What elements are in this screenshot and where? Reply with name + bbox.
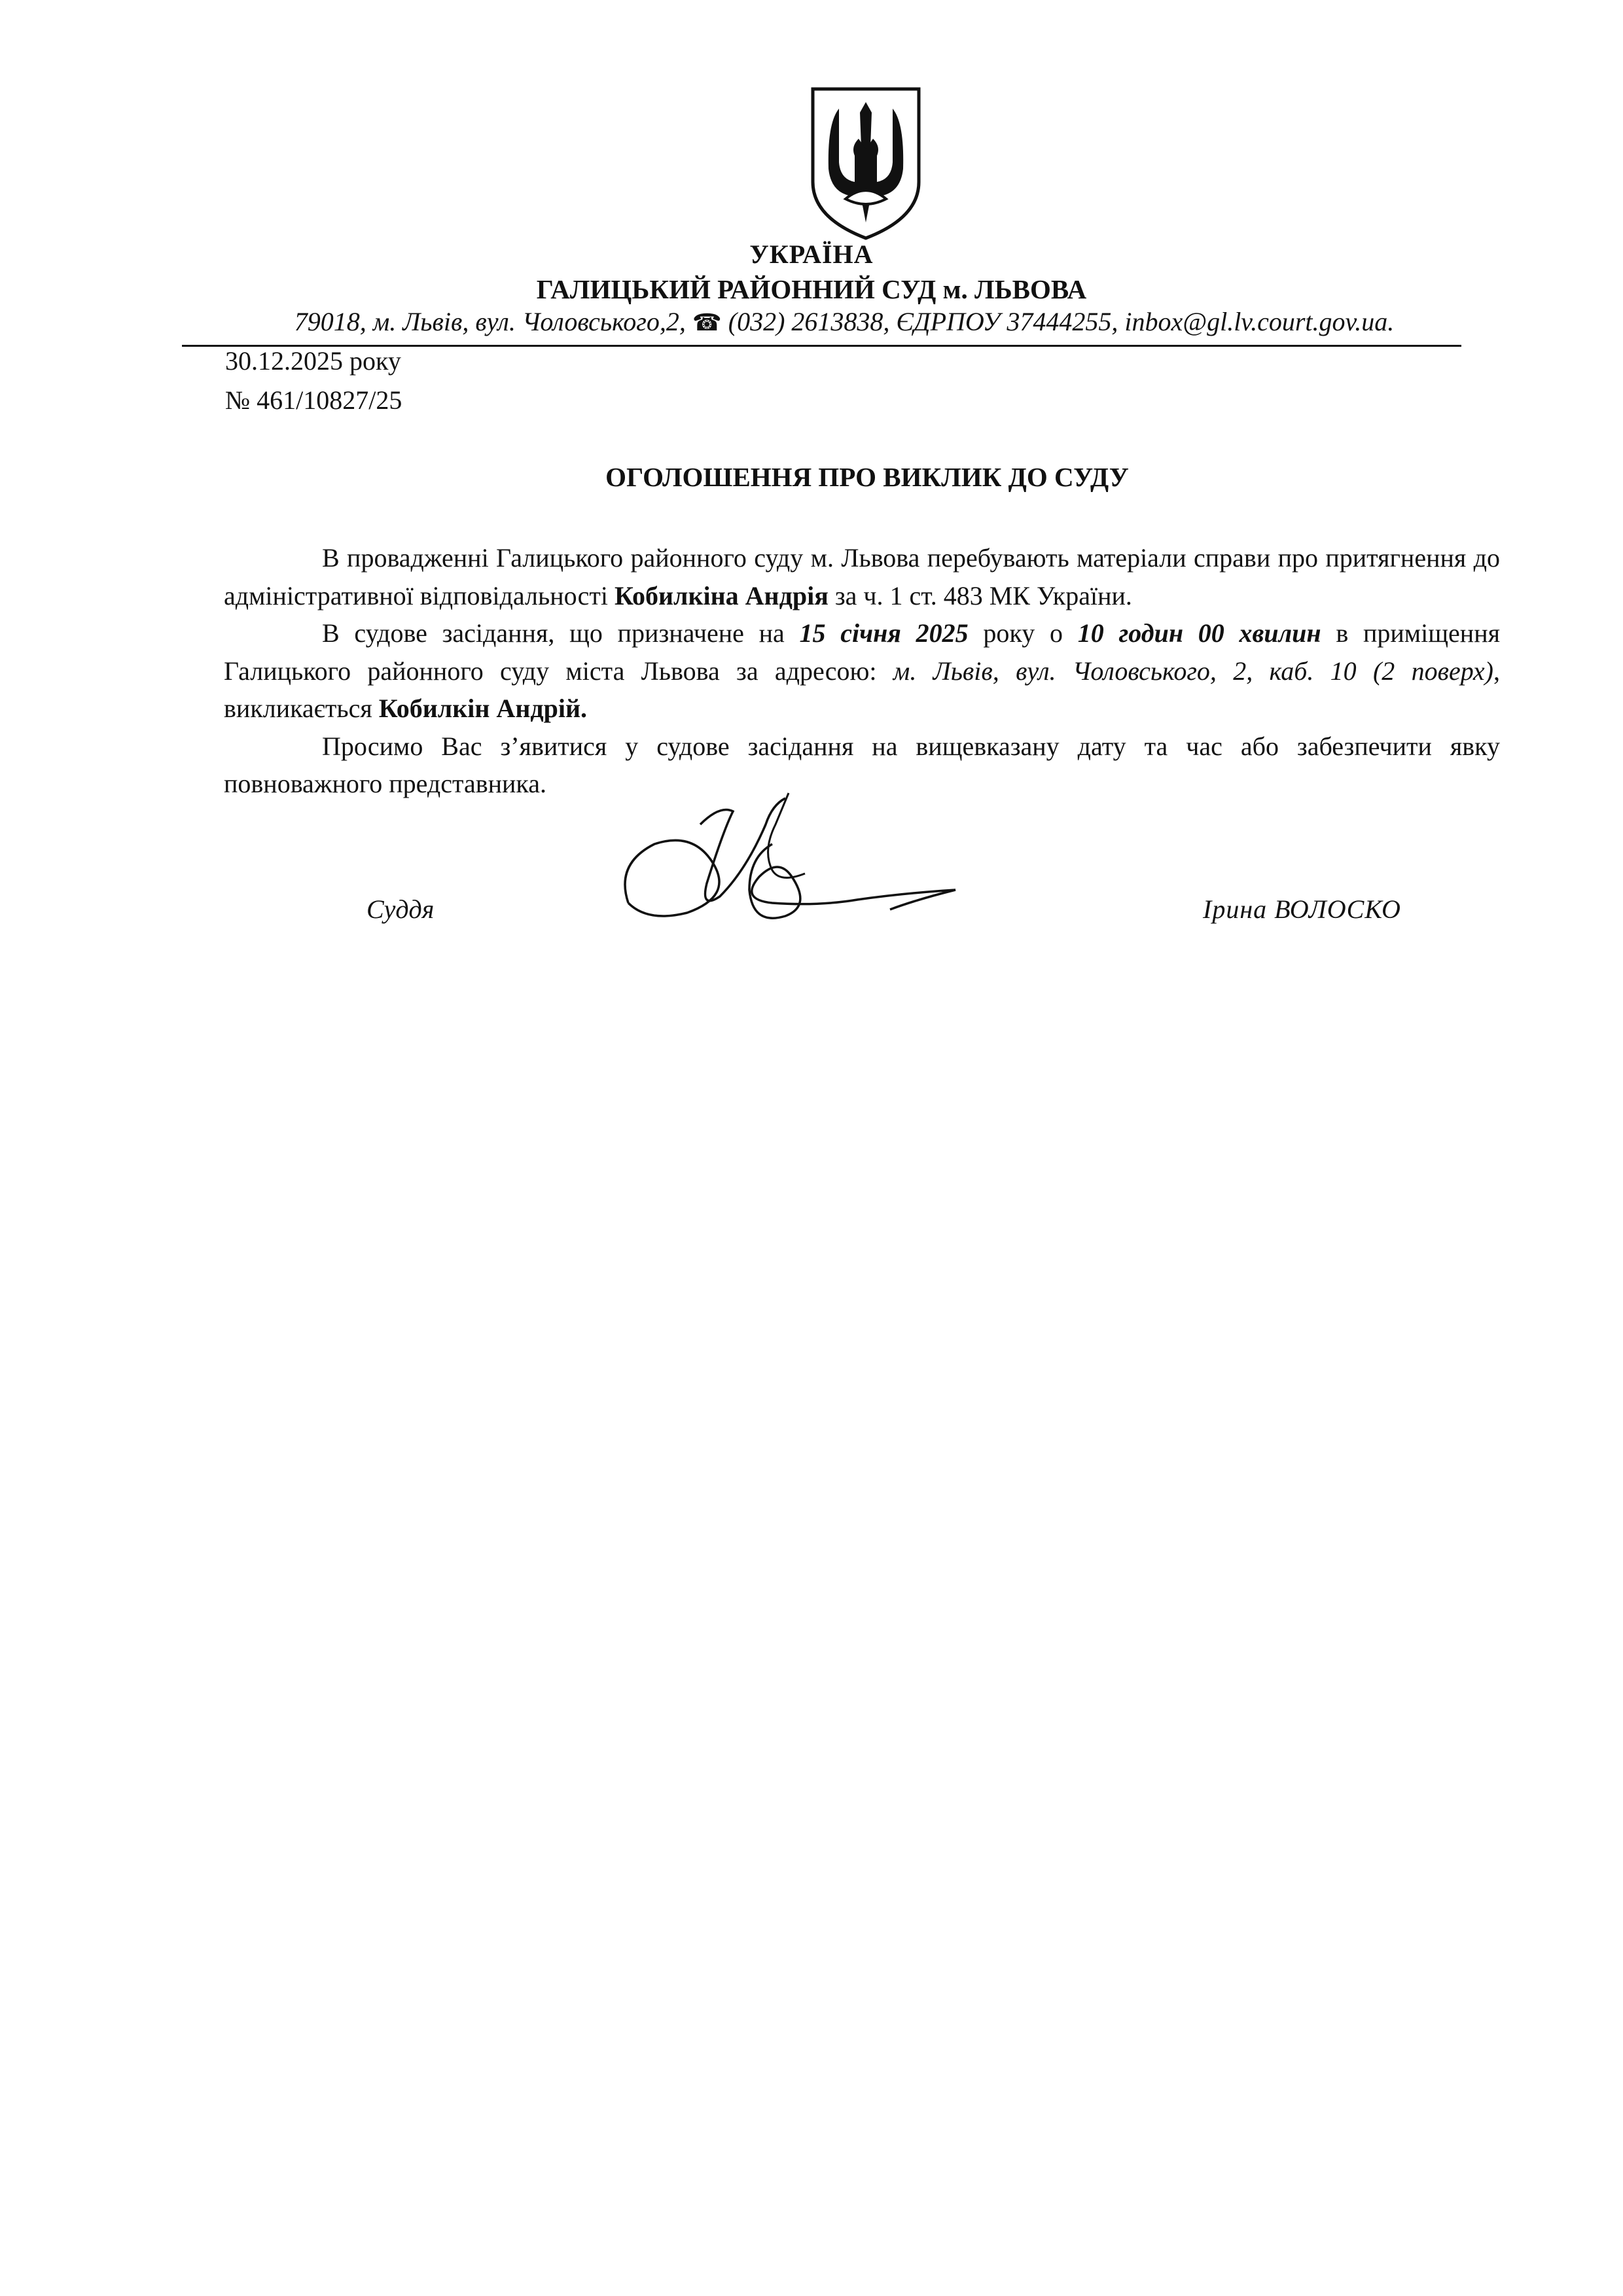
address-contacts: (032) 2613838, ЄДРПОУ 37444255, inbox@gl.lv.court.gov.ua. bbox=[728, 307, 1395, 336]
summoned-person-name: Кобилкін Андрій. bbox=[378, 694, 587, 723]
phone-icon: ☎ bbox=[692, 309, 722, 336]
hearing-time: 10 годин 00 хвилин bbox=[1077, 618, 1321, 648]
judge-name: Ірина ВОЛОСКО bbox=[1203, 894, 1401, 924]
paragraph2-text-b: року о bbox=[968, 618, 1078, 648]
judge-role-label: Суддя bbox=[366, 894, 435, 924]
document-number: № 461/10827/25 bbox=[225, 385, 402, 415]
paragraph2-text-c: в приміщення Галицького районного суду міста Львова за адресою: bbox=[224, 618, 1500, 686]
paragraph-hearing-info bbox=[224, 614, 1500, 728]
trident-emblem-icon bbox=[808, 84, 924, 241]
handwritten-signature bbox=[609, 785, 1014, 942]
paragraph1-text-a: В провадженні Галицького районного суду м. Львова перебувають матеріали справи про притягнення до адміністративної відповідальності bbox=[224, 543, 1500, 610]
document-date: 30.12.2025 року bbox=[225, 346, 401, 376]
court-name-heading: ГАЛИЦЬКИЙ РАЙОННИЙ СУД м. ЛЬВОВА bbox=[536, 274, 1087, 304]
document-title: ОГОЛОШЕННЯ ПРО ВИКЛИК ДО СУДУ bbox=[605, 462, 1129, 492]
hearing-date: 15 січня 2025 bbox=[799, 618, 969, 648]
document-body bbox=[224, 539, 1500, 803]
hearing-address: м. Львів, вул. Чоловського, 2, каб. 10 (2 поверх) bbox=[893, 656, 1493, 686]
address-street: 79018, м. Львів, вул. Чоловського,2, bbox=[294, 307, 686, 336]
paragraph2-text-a: В судове засідання, що призначене на bbox=[322, 618, 800, 648]
paragraph-case-info bbox=[224, 539, 1500, 614]
paragraph-request: Просимо Вас з’явитися у судове засідання на вищевказану дату та час або забезпечити явку повноважного представника. bbox=[224, 731, 1500, 798]
paragraph2-text-d: , викликається bbox=[224, 656, 1500, 723]
country-heading: УКРАЇНА bbox=[749, 239, 874, 269]
paragraph1-text-b: за ч. 1 ст. 483 МК України. bbox=[828, 580, 1132, 610]
court-address-line bbox=[216, 306, 1472, 337]
defendant-name: Кобилкіна Андрія bbox=[614, 580, 829, 610]
